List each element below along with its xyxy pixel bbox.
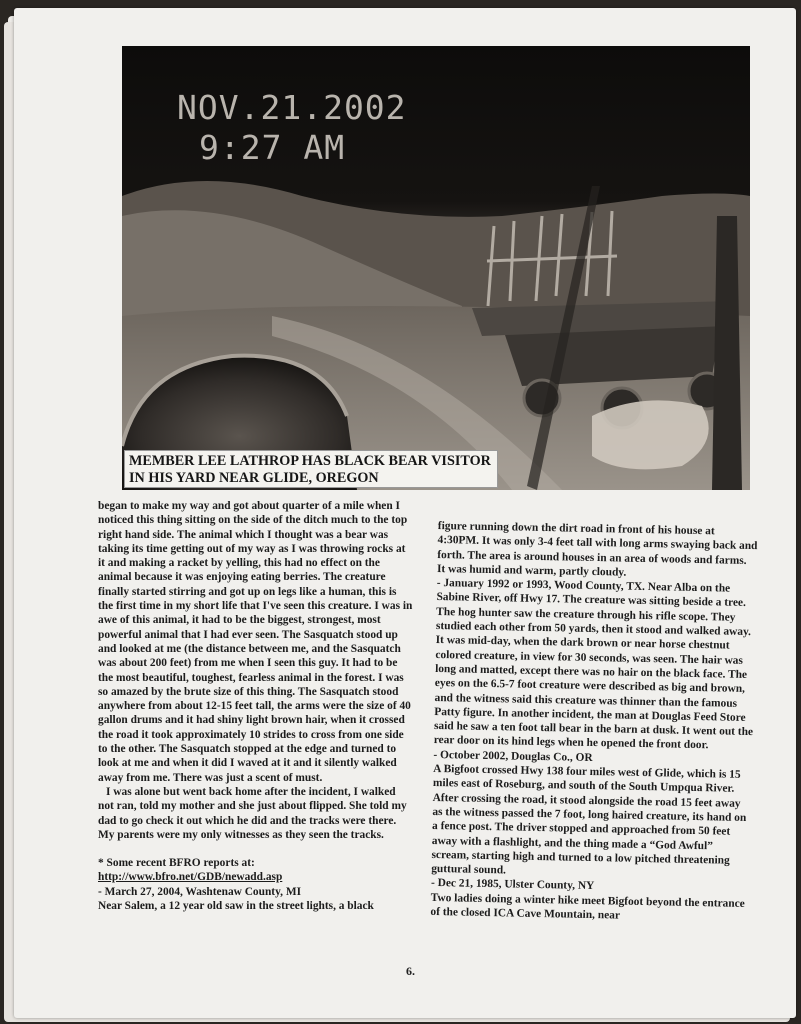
timestamp-date: NOV.21.2002 [177,88,407,127]
report-text: figure running down the dirt road in front of his house at 4:30PM. It was only 3-4 feet tall with long arms swaying back and forth. The area is around houses in an area of woods and farms. It was humid and warm, partly cloudy. [436,519,758,579]
right-column [430,519,758,925]
caption-line-1: MEMBER LEE LATHROP HAS BLACK BEAR VISITOR [129,453,491,469]
photo-timestamp [177,88,407,168]
bfro-reports-link[interactable]: http://www.bfro.net/GDB/newadd.asp [98,871,283,884]
trail-camera-photo [122,46,750,490]
reports-heading: * Some recent BFRO reports at: [98,857,255,870]
left-column [98,499,414,913]
timestamp-time: 9:27 AM [199,128,346,167]
report-header: - Dec 21, 1985, Ulster County, NY [430,877,595,893]
report-header: - March 27, 2004, Washtenaw County, MI [98,885,302,898]
report-text: A Bigfoot crossed Hwy 138 four miles west of Glide, which is 15 miles east of Roseburg, and south of the South Umpqua River. After crossing the road, it stood alongside the road 15 feet away as the witness passed the 7 foot, long haired creature, its hand on a fence post. The driver stopped and approached from 50 feet away with a flashlight, and the thing made a “God Awful” scream, starting high and turned to a low pitched threatening guttural sound. [431,763,747,877]
report-entry: - January 1992 or 1993, Wood County, TX. Near Alba on the Sabine River, off Hwy 17. The creature was sitting beside a tree. The hog hunter saw the creature through his rifle scope. They studied each other from 50 yards, then it stood and walked away. It was mid-day, when the dark brown or near horse chestnut colored creature, in view for 30 seconds, was seen. The hair was long and matted, except there was no hair on the black face. The eyes on the 6.5-7 foot creature were described as big and brown, and the witness said this creature was thinner than the famous Patty figure. In another incident, the man at Douglas Feed Store said he saw a ten foot tall bear in the barn at dusk. It went out the rear door on its hind legs when he opened the front door. [433,577,754,752]
report-text: Near Salem, a 12 year old saw in the street lights, a black [98,900,374,913]
caption-line-2: IN HIS YARD NEAR GLIDE, OREGON [129,470,379,486]
newsletter-page [14,8,796,1018]
report-header: - October 2002, Douglas Co., OR [433,748,593,764]
story-paragraph: began to make my way and got about quarter of a mile when I noticed this thing sitting on the side of the ditch much to the top right hand side. The animal which I thought was a bear was taking its time getting out of my way as I was throwing rocks at it and making a racket by yelling, this had no effect on the animal because it was enjoying eating berries. The creature finally started stirring and got up on legs like a human, this is the first time in my short life that I've seen this creature. I was in awe of this animal, it had to be the biggest, strongest, most powerful animal that I had ever seen. The Sasquatch stood up and looked at me (the distance between me, and the Sasquatch was about 200 feet) from me when I seen this guy. It had to be the most beautiful, toughest, fearless animal in the forest. I was so amazed by the brute size of this thing. The Sasquatch stood anywhere from about 12-15 feet tall, the arms were the size of 40 gallon drums and it had shiny light brown hair, when it crossed the road it took approximately 10 strides to cross from one side to the other. The Sasquatch stopped at the edge and turned to look at me and when it did I waved at it and it silently walked away from me. There was just a scent of must. [98,500,413,784]
report-text: Two ladies doing a winter hike meet Bigfoot beyond the entrance of the closed ICA Cave Mountain, near [430,891,745,922]
photo-caption [124,450,498,488]
page-number: 6. [406,964,415,978]
story-paragraph: I was alone but went back home after the incident, I walked not ran, told my mother and she just about flipped. She told my dad to go check it out which he did and the tracks were there. My parents were my only witnesses as they seen the tracks. [98,785,407,841]
